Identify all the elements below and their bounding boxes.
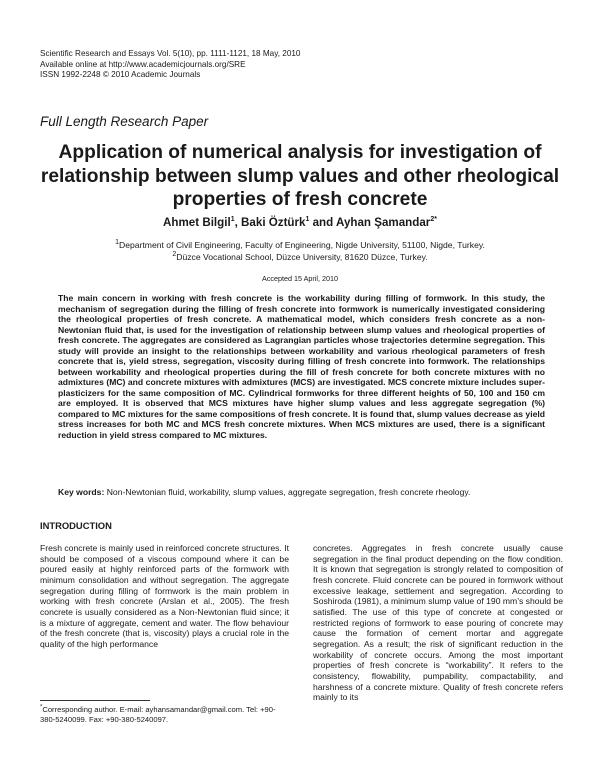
- author-name: Ahmet Bilgil: [163, 216, 231, 229]
- affiliation-line: [40, 240, 560, 252]
- journal-url: Available online at http://www.academicjournals.org/SRE: [40, 59, 246, 69]
- paper-title: Application of numerical analysis for investigation of relationship between slump values and other rheological properties of fresh concrete: [40, 142, 560, 210]
- keywords-label: Key words:: [58, 487, 105, 497]
- author-list: [40, 216, 560, 229]
- affiliation-text: Department of Civil Engineering, Faculty of Engineering, Nigde University, 51100, Nigde, Turkey.: [119, 240, 485, 250]
- affiliation-mark: 1: [115, 239, 119, 247]
- intro-left-column: Fresh concrete is mainly used in reinforced concrete structures. It should be composed of a viscous compound where it can be poured easily at highly reinforced parts of the formwork with minimum consolidation and without segregation. The aggregate segregation during filling of formwork is the main problem in working with fresh concrete (Arslan et al., 2005). The fresh concrete is usually considered as a Non-Newtonian fluid since; it is a mixture of aggregate, cement and water. The flow behaviour of the fresh concrete (that is, viscosity) plays a crucial role in the quality of the high performance: [40, 543, 289, 649]
- journal-issn: ISSN 1992-2248 © 2010 Academic Journals: [40, 70, 201, 80]
- journal-header: [40, 49, 300, 81]
- author-name: Ayhan Şamandar: [336, 216, 431, 229]
- corresponding-author-footnote: [40, 705, 290, 725]
- author-affiliation-mark: 2*: [430, 216, 437, 224]
- abstract: The main concern in working with fresh concrete is the workability during filling of formwork. In this study, the mechanism of segregation during the filling of fresh concrete into formwork is numerically investigated considering the rheological properties of fresh concrete. A mathematical model, which considers fresh concrete as a non-Newtonian fluid that, is used for the investigation of relationship between slump values and rheological properties of fresh concrete. The aggregates are considered as Lagrangian particles whose trajectories determine segregation. This study will provide an insight to the relationships between workability and various rheological parameters of fresh concrete that is, yield stress, segregation, viscosity during filling of fresh concrete into formwork. The relationships between workability and rheological properties during the fill of fresh concrete for both concrete mixtures with no admixtures (MC) and concrete mixtures with admixtures (MCS) are investigated. MCS concrete mixture includes super-plasticizers for the same composition of MC. Cylindrical formworks for three different heights of 50, 100 and 150 cm are employed. It is observed that MCS mixtures have higher slump values and less aggregate segregation (%) compared to MC mixtures for the same compositions of fresh concrete. It is found that, slump values decrease as yield stress increases for both MC and MCS fresh concrete mixtures. When MCS mixtures are used, there is a significant reduction in yield stress compared to MC mixtures.: [58, 293, 545, 440]
- footnote-mark: *: [40, 704, 43, 711]
- author-separator: and: [309, 216, 337, 229]
- paper-type: Full Length Research Paper: [40, 114, 209, 129]
- affiliations: [40, 240, 560, 263]
- section-heading-introduction: INTRODUCTION: [40, 520, 112, 531]
- author-affiliation-mark: 1: [230, 216, 235, 224]
- footnote-divider: [40, 700, 150, 701]
- affiliation-mark: 2: [172, 250, 177, 258]
- author-affiliation-mark: 1: [305, 216, 310, 224]
- affiliation-text: Düzce Vocational School, Düzce University, 81620 Düzce, Turkey.: [176, 251, 428, 262]
- keywords-text: Non-Newtonian fluid, workability, slump values, aggregate segregation, fresh concrete rheology.: [106, 487, 471, 497]
- accepted-date: Accepted 15 April, 2010: [262, 274, 338, 283]
- intro-right-column: concretes. Aggregates in fresh concrete usually cause segregation in the final product depending on the flow condition. It is known that segregation is strongly related to composition of fresh concrete. Fluid concrete can be poured in formwork without excessive leakage, settlement and segregation. According to Soshiroda (1981), a minimum slump value of 190 mm’s should be satisfied. The use of this type of concrete at congested or restricted regions of formwork to ease pouring of concrete may cause the formation of cement mortar and aggregate segregation. As a result; the risk of significant reduction in the workability of concrete occurs. Among the most important properties of fresh concrete is “workability”. It refers to the consistency, flowability, pumpability, compactability, and harshness of a concrete mixture. Quality of fresh concrete refers mainly to its: [313, 543, 563, 703]
- keywords: [58, 487, 558, 497]
- affiliation-line: [40, 252, 560, 264]
- journal-citation: Scientific Research and Essays Vol. 5(10), pp. 1111-1121, 18 May, 2010: [40, 49, 301, 58]
- footnote-text: Corresponding author. E-mail: ayhansamandar@gmail.com. Tel: +90-380-5240099. Fax: +90-380-5240097.: [40, 705, 276, 724]
- author-separator: ,: [234, 216, 242, 229]
- author-name: Baki Öztürk: [241, 216, 306, 229]
